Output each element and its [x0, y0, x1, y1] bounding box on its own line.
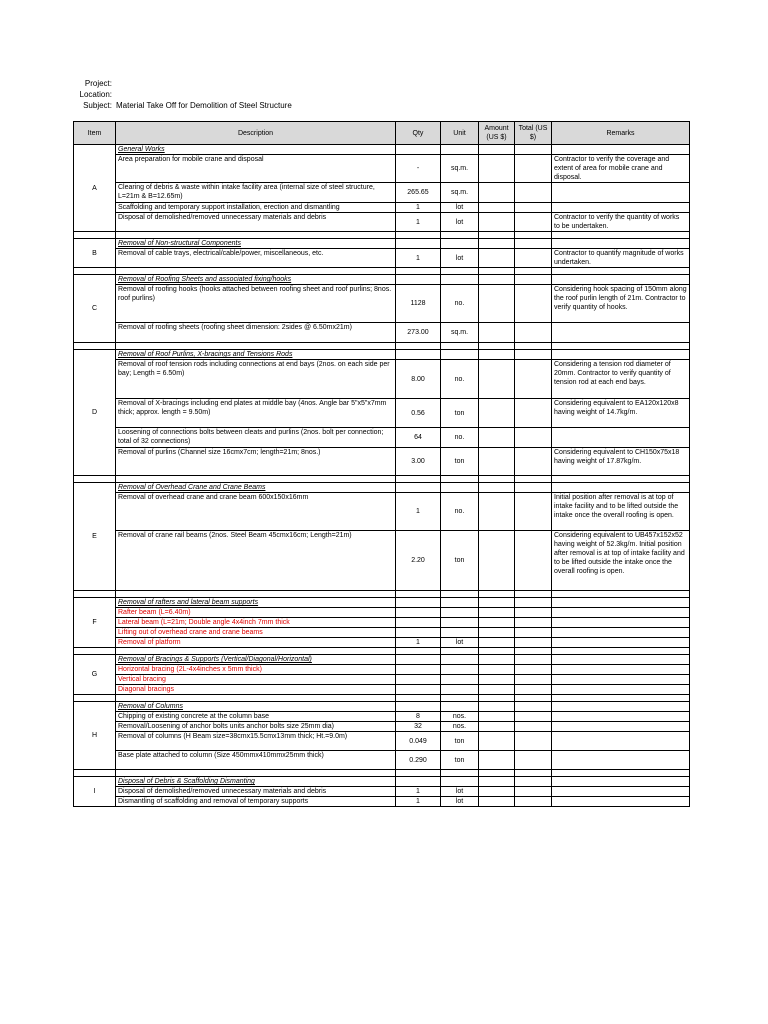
row-unit: ton [441, 399, 479, 428]
row-qty: 1 [396, 797, 441, 807]
row-description: Removal of roof tension rods including connections at end bays (2nos. on each side per bay; Length = 6.50m) [116, 360, 396, 399]
table-row [74, 155, 690, 183]
row-description: Removal of crane rail beams (2nos. Steel Beam 45cmx16cm; Length=21m) [116, 531, 396, 591]
table-row [74, 428, 690, 448]
row-remarks: Considering equivalent to CH150x75x18 having weight of 17.87kg/m. [552, 448, 690, 476]
row-unit: lot [441, 787, 479, 797]
table-row [74, 751, 690, 770]
section-title: Removal of Columns [116, 702, 396, 712]
item-code: C [74, 275, 116, 343]
section-title: General Works [116, 145, 396, 155]
section-title: Removal of Bracings & Supports (Vertical/Diagonal/Horizontal) [116, 655, 396, 665]
row-unit: lot [441, 797, 479, 807]
row-description: Removal of roofing hooks (hooks attached between roofing sheet and roof purlins; 8nos. roof purlins) [116, 285, 396, 323]
row-unit: lot [441, 249, 479, 268]
row-qty: 1128 [396, 285, 441, 323]
table-row [74, 675, 690, 685]
row-unit: no. [441, 428, 479, 448]
row-remarks: Considering hook spacing of 150mm along the roof purlin length of 21m. Contractor to verify quantity of hooks. [552, 285, 690, 323]
item-code: I [74, 777, 116, 807]
section-title-row [74, 702, 690, 712]
section-title-row [74, 145, 690, 155]
row-unit: no. [441, 360, 479, 399]
row-qty: 0.290 [396, 751, 441, 770]
row-description: Removal of columns (H Beam size=38cmx15.5cmx13mm thick; Ht.=9.0m) [116, 732, 396, 751]
section-title-row [74, 598, 690, 608]
section-title-row [74, 239, 690, 249]
row-qty [396, 618, 441, 628]
row-qty [396, 608, 441, 618]
row-unit [441, 608, 479, 618]
table-row [74, 608, 690, 618]
row-qty: 64 [396, 428, 441, 448]
row-unit: sq.m. [441, 323, 479, 343]
row-description: Removal of cable trays, electrical/cable/power, miscellaneous, etc. [116, 249, 396, 268]
table-row [74, 360, 690, 399]
row-description: Rafter beam (L=6.40m) [116, 608, 396, 618]
col-header-qty: Qty [396, 122, 441, 145]
table-row [74, 493, 690, 531]
row-qty: 3.00 [396, 448, 441, 476]
section-title-row [74, 275, 690, 285]
row-unit: no. [441, 285, 479, 323]
row-description: Removal of X-bracings including end plates at middle bay (4nos. Angle bar 5"x5"x7mm thick; approx. length = 9.50m) [116, 399, 396, 428]
row-remarks: Considering equivalent to UB457x152x52 having weight of 52.3kg/m. Initial position after removal is at top of intake facility and to be lifted outside the intake once the overall roofing is open. [552, 531, 690, 591]
col-header-total: Total (US $) [515, 122, 552, 145]
row-description: Loosening of connections bolts between cleats and purlins (2nos. bolt per connection; total of 32 connections) [116, 428, 396, 448]
table-row [74, 797, 690, 807]
project-label: Project: [84, 79, 112, 88]
section-title: Removal of rafters and lateral beam supports [116, 598, 396, 608]
item-code: H [74, 702, 116, 770]
row-qty: 1 [396, 203, 441, 213]
section-title: Removal of Roofing Sheets and associated fixing/hooks [116, 275, 396, 285]
table-row [74, 787, 690, 797]
col-header-unit: Unit [441, 122, 479, 145]
row-description: Clearing of debris & waste within intake facility area (internal size of steel structure, L=21m & B=12.65m) [116, 183, 396, 203]
row-qty: 1 [396, 249, 441, 268]
row-unit [441, 628, 479, 638]
item-code: F [74, 598, 116, 648]
table-row [74, 213, 690, 232]
row-qty [396, 628, 441, 638]
row-unit: sq.m. [441, 183, 479, 203]
item-code: G [74, 655, 116, 695]
section-title: Removal of Roof Purlins, X-bracings and Tensions Rods [116, 350, 396, 360]
subject-value: Material Take Off for Demolition of Steel Structure [116, 101, 292, 110]
row-unit: ton [441, 531, 479, 591]
row-description: Dismantling of scaffolding and removal of temporary supports [116, 797, 396, 807]
row-unit [441, 618, 479, 628]
row-description: Horizontal bracing (2L-4x4inches x 5mm thick) [116, 665, 396, 675]
col-header-amount: Amount (US $) [479, 122, 515, 145]
row-description: Removal of purlins (Channel size 16cmx7cm; length=21m; 8nos.) [116, 448, 396, 476]
table-row [74, 531, 690, 591]
row-description: Removal of roofing sheets (roofing sheet dimension: 2sides @ 6.50mx21m) [116, 323, 396, 343]
section-title-row [74, 483, 690, 493]
section-title-row [74, 350, 690, 360]
row-description: Lifting out of overhead crane and crane beams [116, 628, 396, 638]
table-row [74, 183, 690, 203]
row-unit: lot [441, 638, 479, 648]
row-remarks: Contractor to verify the coverage and extent of area for mobile crane and disposal. [552, 155, 690, 183]
table-row [74, 638, 690, 648]
section-title-row [74, 655, 690, 665]
row-remarks: Considering a tension rod diameter of 20mm. Contractor to verify quantity of tension rod at each end bays. [552, 360, 690, 399]
table-row [74, 249, 690, 268]
row-qty: 1 [396, 787, 441, 797]
row-description: Removal of platform [116, 638, 396, 648]
row-qty: 1 [396, 213, 441, 232]
row-unit: ton [441, 448, 479, 476]
table-row [74, 712, 690, 722]
row-remarks: Contractor to quantify magnitude of works undertaken. [552, 249, 690, 268]
row-unit: lot [441, 213, 479, 232]
row-qty: 0.049 [396, 732, 441, 751]
table-row [74, 685, 690, 695]
table-row [74, 618, 690, 628]
material-takeoff-table [73, 121, 690, 807]
row-unit: lot [441, 203, 479, 213]
row-description: Base plate attached to column (Size 450mmx410mmx25mm thick) [116, 751, 396, 770]
table-row [74, 323, 690, 343]
row-unit: no. [441, 493, 479, 531]
row-description: Removal of overhead crane and crane beam 600x150x16mm [116, 493, 396, 531]
col-header-description: Description [116, 122, 396, 145]
item-code: D [74, 350, 116, 476]
section-title: Disposal of Debris & Scaffolding Dismanting [116, 777, 396, 787]
row-qty: - [396, 155, 441, 183]
row-qty: 32 [396, 722, 441, 732]
row-description: Disposal of demolished/removed unnecessary materials and debris [116, 213, 396, 232]
row-remarks: Initial position after removal is at top of intake facility and to be lifted outside the intake once the overall roofing is open. [552, 493, 690, 531]
row-qty: 273.00 [396, 323, 441, 343]
row-unit: ton [441, 751, 479, 770]
table-row [74, 665, 690, 675]
row-unit: ton [441, 732, 479, 751]
table-row [74, 399, 690, 428]
row-qty: 1 [396, 638, 441, 648]
section-title-row [74, 777, 690, 787]
item-code: A [74, 145, 116, 232]
row-description: Scaffolding and temporary support installation, erection and dismantling [116, 203, 396, 213]
row-description: Chipping of existing concrete at the column base [116, 712, 396, 722]
row-remarks: Contractor to verify the quantity of works to be undertaken. [552, 213, 690, 232]
row-description: Disposal of demolished/removed unnecessary materials and debris [116, 787, 396, 797]
section-title: Removal of Non-structural Components [116, 239, 396, 249]
row-qty: 1 [396, 493, 441, 531]
table-row [74, 448, 690, 476]
row-description: Removal/Loosening of anchor bolts units anchor bolts size 25mm dia) [116, 722, 396, 732]
row-qty: 265.65 [396, 183, 441, 203]
row-qty: 0.56 [396, 399, 441, 428]
item-code: E [74, 483, 116, 591]
row-qty: 8.00 [396, 360, 441, 399]
row-description: Area preparation for mobile crane and disposal [116, 155, 396, 183]
row-unit: nos. [441, 712, 479, 722]
row-description: Diagonal bracings [116, 685, 396, 695]
table-row [74, 722, 690, 732]
row-description: Lateral beam (L=21m; Double angle 4x4inch 7mm thick [116, 618, 396, 628]
row-remarks: Considering equivalent to EA120x120x8 having weight of 14.7kg/m. [552, 399, 690, 428]
col-header-item: Item [74, 122, 116, 145]
table-row [74, 628, 690, 638]
subject-label: Subject: [83, 101, 112, 110]
table-row [74, 285, 690, 323]
section-title: Removal of Overhead Crane and Crane Beams [116, 483, 396, 493]
col-header-remarks: Remarks [552, 122, 690, 145]
row-qty: 2.20 [396, 531, 441, 591]
row-qty: 8 [396, 712, 441, 722]
location-label: Location: [79, 90, 112, 99]
item-code: B [74, 239, 116, 268]
row-unit: sq.m. [441, 155, 479, 183]
table-row [74, 203, 690, 213]
table-row [74, 732, 690, 751]
row-description: Vertical bracing [116, 675, 396, 685]
table-header-row [74, 122, 690, 145]
row-unit: nos. [441, 722, 479, 732]
